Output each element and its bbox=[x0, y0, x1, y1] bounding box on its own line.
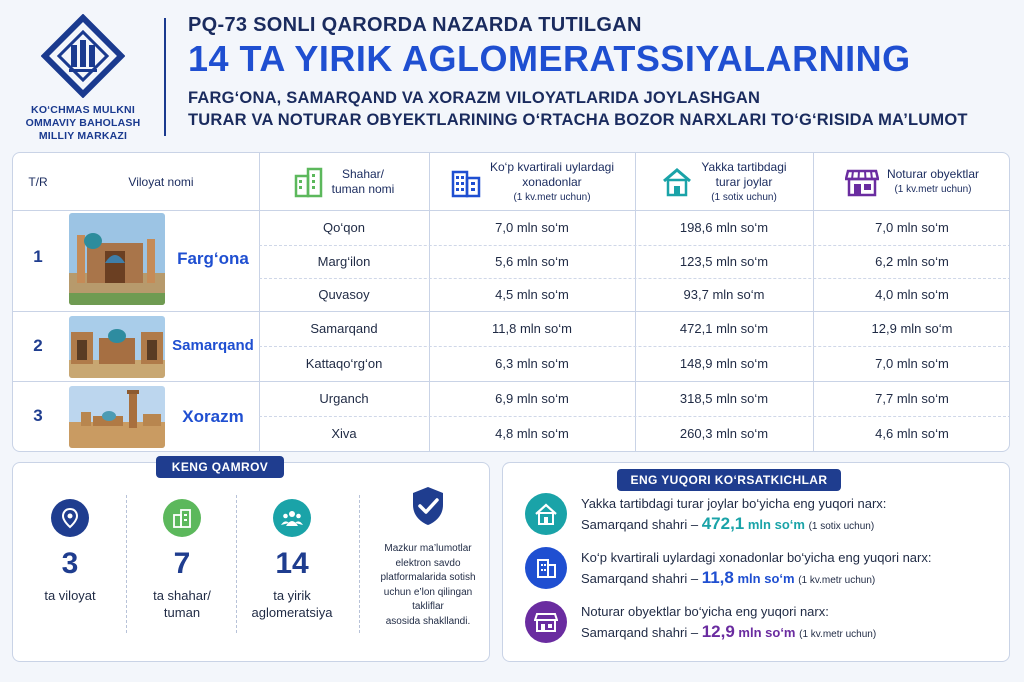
coverage-panel bbox=[12, 462, 490, 662]
header-nonres-unit: (1 kv.metr uchun) bbox=[894, 184, 972, 195]
house-price-cell: 472,1 mln so‘m bbox=[679, 321, 769, 336]
apartment-price-cell: 4,8 mln so‘m bbox=[495, 426, 569, 441]
khorezm-architecture-image bbox=[69, 386, 165, 448]
logo-emblem-icon bbox=[41, 14, 125, 98]
house-price-cell: 318,5 mln so‘m bbox=[679, 391, 769, 406]
stat-label: ta shahar/ bbox=[153, 588, 211, 603]
highlights-title: ENG YUQORI KO‘RSATKICHLAR bbox=[617, 469, 841, 491]
stat-divider bbox=[359, 495, 360, 633]
region-number: 3 bbox=[33, 406, 43, 425]
highlight-description: Ko‘p kvartirali uylardagi xonadonlar bo‘yicha eng yuqori narx: bbox=[581, 550, 932, 565]
highlight-value-line bbox=[581, 568, 875, 588]
highlight-value-line bbox=[581, 514, 874, 534]
stat-label: tuman bbox=[163, 605, 201, 620]
shield-check-icon bbox=[410, 485, 446, 527]
highlight-prefix: Samarqand shahri – bbox=[581, 571, 699, 586]
organization-logo bbox=[18, 14, 148, 144]
header-city-line: tuman nomi bbox=[331, 182, 395, 196]
header-divider bbox=[164, 18, 166, 136]
people-group-icon bbox=[273, 499, 311, 537]
stat-cities bbox=[127, 499, 237, 621]
stat-value: 7 bbox=[173, 547, 191, 580]
stat-label: ta viloyat bbox=[44, 588, 96, 603]
region-name: Xorazm bbox=[182, 407, 244, 426]
house-icon bbox=[525, 493, 567, 535]
nonres-price-cell: 4,0 mln so‘m bbox=[875, 287, 949, 302]
apartment-building-icon bbox=[525, 547, 567, 589]
fergana-architecture-image bbox=[69, 213, 165, 305]
map-pin-icon bbox=[51, 499, 89, 537]
stat-regions bbox=[15, 499, 125, 604]
apartment-price-cell: 4,5 mln so‘m bbox=[495, 287, 569, 302]
region-name: Farg‘ona bbox=[177, 249, 249, 268]
title-line-2: 14 TA YIRIK AGLOMERATSSIYALARNING bbox=[188, 38, 911, 79]
price-table bbox=[12, 152, 1010, 452]
apartment-price-cell: 5,6 mln so‘m bbox=[495, 254, 569, 269]
highlight-unit: mln so‘m bbox=[737, 571, 795, 586]
header-house-line: Yakka tartibdagi bbox=[701, 159, 787, 174]
header-region: Viloyat nomi bbox=[128, 174, 194, 189]
region-name: Samarqand bbox=[172, 337, 254, 354]
house-price-cell: 123,5 mln so‘m bbox=[679, 254, 769, 269]
header-city-line: Shahar/ bbox=[341, 167, 384, 181]
title-line-1: PQ-73 SONLI QARORDA NAZARDA TUTILGAN bbox=[188, 14, 642, 36]
highlight-item bbox=[525, 547, 1005, 591]
org-name-line: OMMAVIY BAHOLASH bbox=[25, 117, 141, 129]
header-house-unit: (1 sotix uchun) bbox=[711, 191, 777, 203]
title-line-3: FARG‘ONA, SAMARQAND VA XORAZM VILOYATLARIDA JOYLASHGAN bbox=[188, 89, 761, 107]
nonres-price-cell: 12,9 mln so‘m bbox=[871, 321, 953, 336]
header-num: T/R bbox=[28, 174, 48, 189]
title-line-4: TURAR VA NOTURAR OBYEKTLARINING O‘RTACHA BOZOR NARXLARI TO‘G‘RISIDA MA’LUMOT bbox=[188, 111, 968, 129]
nonres-price-cell: 7,0 mln so‘m bbox=[875, 356, 949, 371]
stat-value: 3 bbox=[61, 547, 79, 580]
header-apart-line: Ko‘p kvartirali uylardagi bbox=[489, 159, 615, 174]
samarkand-architecture-image bbox=[69, 316, 165, 378]
note-line: asosida shakllandi. bbox=[385, 615, 471, 627]
nonres-price-cell: 4,6 mln so‘m bbox=[875, 426, 949, 441]
highlight-unit: mln so‘m bbox=[747, 517, 805, 532]
city-cell: Xiva bbox=[331, 426, 357, 441]
region-number: 1 bbox=[33, 247, 43, 266]
header-house-line: turar joylar bbox=[715, 174, 773, 189]
nonres-price-cell: 7,7 mln so‘m bbox=[875, 391, 949, 406]
nonres-price-cell: 6,2 mln so‘m bbox=[875, 254, 949, 269]
apartment-price-cell: 6,9 mln so‘m bbox=[495, 391, 569, 406]
header-apart-line: xonadonlar bbox=[522, 174, 582, 189]
highlight-value: 12,9 bbox=[701, 622, 735, 641]
header-nonres-line: Noturar obyektlar bbox=[886, 167, 980, 181]
shop-icon bbox=[845, 167, 879, 197]
apartment-price-cell: 6,3 mln so‘m bbox=[495, 356, 569, 371]
nonres-price-cell: 7,0 mln so‘m bbox=[875, 220, 949, 235]
house-price-cell: 93,7 mln so‘m bbox=[683, 287, 765, 302]
note-line: uchun e’lon qilingan takliflar bbox=[383, 586, 473, 612]
house-price-cell: 260,3 mln so‘m bbox=[679, 426, 769, 441]
region-number: 2 bbox=[33, 336, 43, 355]
highlight-description: Yakka tartibdagi turar joylar bo‘yicha eng yuqori narx: bbox=[581, 496, 887, 511]
note-line: platformalarida sotish bbox=[380, 572, 476, 583]
organization-name bbox=[18, 104, 148, 143]
highlight-description: Noturar obyektlar bo‘yicha eng yuqori narx: bbox=[581, 604, 829, 619]
city-cell: Quvasoy bbox=[318, 287, 370, 302]
highlight-unit: mln so‘m bbox=[738, 625, 796, 640]
header-houses bbox=[635, 153, 813, 211]
apartment-price-cell: 7,0 mln so‘m bbox=[495, 220, 569, 235]
city-cell: Urganch bbox=[319, 391, 369, 406]
stat-agglomerations bbox=[237, 499, 347, 621]
highlight-item bbox=[525, 493, 1005, 537]
header-apartments bbox=[429, 153, 635, 211]
apartment-building-icon bbox=[450, 166, 482, 198]
page-title bbox=[188, 14, 1008, 131]
table-header bbox=[13, 153, 1010, 211]
highlights-panel bbox=[502, 462, 1010, 662]
house-price-cell: 198,6 mln so‘m bbox=[679, 220, 769, 235]
highlight-value: 472,1 bbox=[701, 514, 745, 533]
highlight-note: (1 kv.metr uchun) bbox=[799, 629, 877, 640]
city-cell: Qo‘qon bbox=[323, 220, 365, 235]
org-name-line: KO‘CHMAS MULKNI bbox=[31, 104, 135, 116]
highlight-item bbox=[525, 601, 1005, 645]
note-line: elektron savdo bbox=[395, 557, 461, 569]
city-cell: Marg‘ilon bbox=[317, 254, 371, 269]
stat-label: ta yirik bbox=[273, 588, 311, 603]
header-apart-unit: (1 kv.metr uchun) bbox=[513, 191, 591, 203]
org-name-line: MILLIY MARKAZI bbox=[38, 130, 128, 142]
buildings-icon bbox=[163, 499, 201, 537]
house-icon bbox=[661, 167, 693, 197]
city-buildings-icon bbox=[294, 166, 324, 198]
city-cell: Kattaqo‘rg‘on bbox=[305, 356, 383, 371]
highlight-prefix: Samarqand shahri – bbox=[581, 625, 699, 640]
house-price-cell: 148,9 mln so‘m bbox=[679, 356, 769, 371]
city-cell: Samarqand bbox=[310, 321, 378, 336]
coverage-title: KENG QAMROV bbox=[156, 456, 284, 478]
data-source-note bbox=[373, 485, 483, 629]
stat-value: 14 bbox=[275, 547, 309, 580]
header-nonresidential bbox=[813, 153, 1010, 211]
apartment-price-cell: 11,8 mln so‘m bbox=[492, 321, 572, 336]
highlight-prefix: Samarqand shahri – bbox=[581, 517, 699, 532]
shop-icon bbox=[525, 601, 567, 643]
highlight-value-line bbox=[581, 622, 876, 642]
stat-label: aglomeratsiya bbox=[251, 605, 333, 620]
header-city bbox=[259, 153, 429, 211]
highlight-value: 11,8 bbox=[701, 568, 734, 587]
note-line: Mazkur ma’lumotlar bbox=[384, 543, 472, 554]
highlight-note: (1 sotix uchun) bbox=[808, 521, 875, 532]
highlight-note: (1 kv.metr uchun) bbox=[798, 575, 876, 586]
